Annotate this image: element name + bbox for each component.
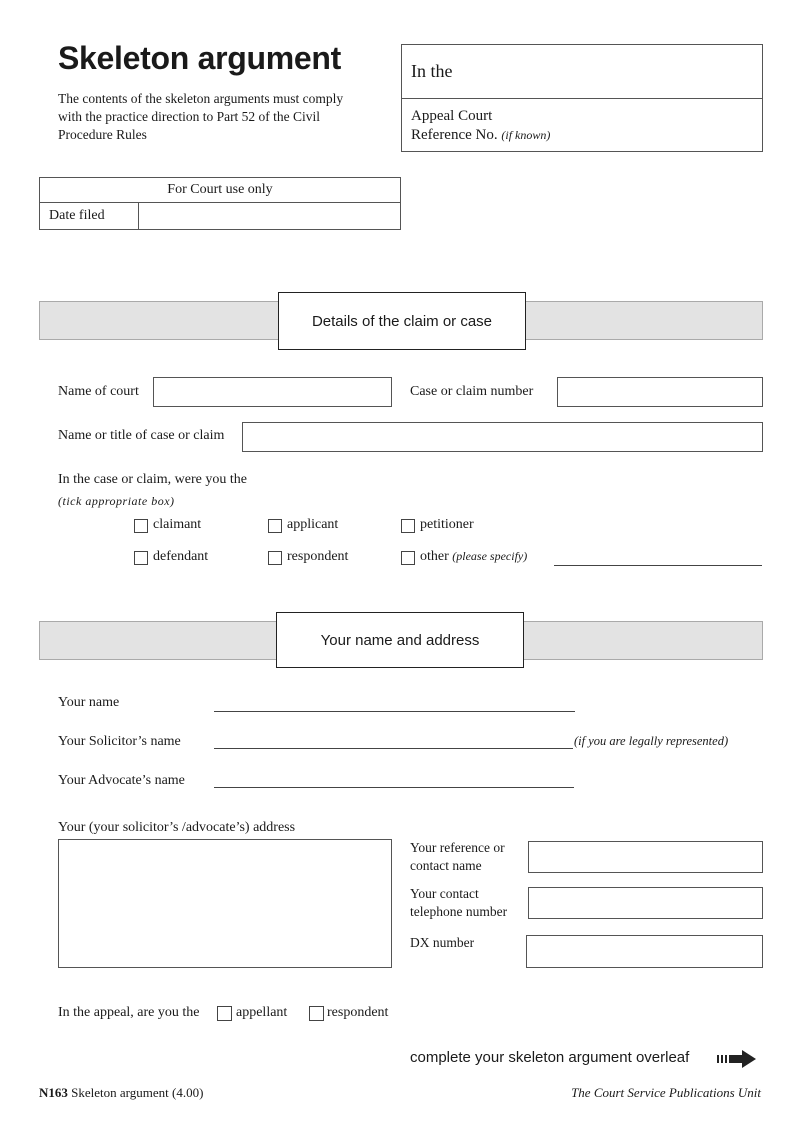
court-name-field[interactable]	[402, 45, 762, 99]
reference-no-label[interactable]	[411, 127, 550, 144]
defendant-label: defendant	[153, 549, 209, 564]
dx-number-input[interactable]	[526, 935, 763, 968]
appeal-court-label: Appeal Court	[411, 108, 493, 124]
dx-number-label: DX number	[410, 935, 475, 950]
arrow-right-icon	[716, 1049, 758, 1069]
reference-contact-label-2: contact name	[410, 858, 482, 873]
court-use-table	[39, 177, 401, 230]
appeal-respondent-checkbox[interactable]	[309, 1006, 324, 1021]
other-text: other	[420, 549, 449, 564]
court-box	[401, 44, 763, 152]
publisher-text: The Court Service Publications Unit	[571, 1085, 761, 1100]
court-use-heading: For Court use only	[40, 178, 400, 203]
reference-contact-input[interactable]	[528, 841, 763, 873]
case-number-input[interactable]	[557, 377, 763, 407]
solicitor-note	[574, 734, 728, 749]
name-of-court-input[interactable]	[153, 377, 392, 407]
reference-no-note: (if known)	[501, 128, 551, 142]
advocate-name-label: Your Advocate’s name	[58, 773, 185, 788]
petitioner-label: petitioner	[420, 517, 474, 532]
respondent-label: respondent	[287, 549, 349, 564]
case-title-input[interactable]	[242, 422, 763, 452]
reference-no-text: Reference No.	[411, 127, 498, 143]
your-name-line[interactable]	[214, 711, 575, 712]
section-title-claim: Details of the claim or case	[278, 292, 526, 350]
in-the-label: In the	[411, 61, 453, 81]
applicant-checkbox[interactable]	[268, 519, 282, 533]
claimant-checkbox[interactable]	[134, 519, 148, 533]
continue-text: complete your skeleton argument overleaf	[410, 1049, 690, 1066]
other-label	[420, 549, 527, 565]
form-code	[39, 1085, 203, 1101]
case-number-label: Case or claim number	[410, 384, 534, 399]
appellant-label: appellant	[236, 1005, 288, 1020]
appeal-question: In the appeal, are you the	[58, 1005, 200, 1020]
claimant-label: claimant	[153, 517, 202, 532]
defendant-checkbox[interactable]	[134, 551, 148, 565]
page-title: Skeleton argument	[58, 40, 341, 76]
telephone-label-1: Your contact	[410, 886, 479, 901]
date-filed-label: Date filed	[49, 208, 105, 223]
address-textarea[interactable]	[58, 839, 392, 968]
address-label: Your (your solicitor’s /advocate’s) address	[58, 820, 296, 835]
respondent-checkbox[interactable]	[268, 551, 282, 565]
telephone-label-2: telephone number	[410, 904, 508, 919]
role-hint-text: (tick appropriate box)	[58, 494, 175, 508]
telephone-input[interactable]	[528, 887, 763, 919]
publisher	[571, 1085, 761, 1101]
role-hint	[58, 494, 175, 509]
date-filed-field[interactable]	[138, 202, 401, 229]
applicant-label: applicant	[287, 517, 339, 532]
form-code-text: N163	[39, 1085, 68, 1100]
form-name-text: Skeleton argument (4.00)	[71, 1085, 204, 1100]
solicitor-note-text: (if you are legally represented)	[574, 734, 729, 748]
name-of-court-label: Name of court	[58, 384, 139, 399]
intro-text-line-3: Procedure Rules	[58, 127, 147, 142]
reference-contact-label-1: Your reference or	[410, 840, 505, 855]
other-note: (please specify)	[452, 549, 528, 563]
appellant-checkbox[interactable]	[217, 1006, 232, 1021]
other-checkbox[interactable]	[401, 551, 415, 565]
intro-text-line-2: with the practice direction to Part 52 of the Civil	[58, 109, 321, 124]
case-title-label: Name or title of case or claim	[58, 428, 225, 443]
intro-text-line-1: The contents of the skeleton arguments must comply	[58, 91, 344, 106]
solicitor-name-line[interactable]	[214, 748, 573, 749]
your-name-label: Your name	[58, 695, 120, 710]
solicitor-name-label: Your Solicitor’s name	[58, 734, 181, 749]
other-specify-line[interactable]	[554, 565, 762, 566]
section-title-name: Your name and address	[276, 612, 524, 668]
role-question: In the case or claim, were you the	[58, 472, 247, 487]
petitioner-checkbox[interactable]	[401, 519, 415, 533]
advocate-name-line[interactable]	[214, 787, 574, 788]
appeal-respondent-label: respondent	[327, 1005, 389, 1020]
